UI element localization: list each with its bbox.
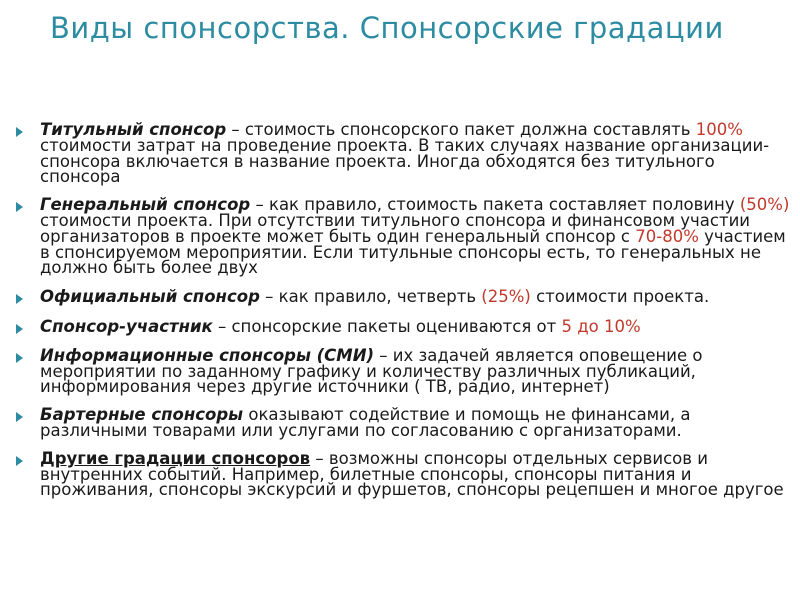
- item-desc: – возможны спонсоры отдельных сервисов и внутренних событий. Например, билетные спонсоры, спонсоры питания и проживания, спонсоры экскурсий и фуршетов, спонсоры рецепшен и многое другое: [40, 448, 784, 500]
- item-desc: стоимости проекта.: [530, 287, 710, 307]
- item-text: [40, 122, 796, 185]
- list-item-official-sponsor: [16, 289, 796, 305]
- list-item-barter-sponsors: [16, 407, 796, 439]
- bullet-arrow-icon: [16, 294, 23, 304]
- bullet-arrow-icon: [16, 456, 23, 466]
- item-term: Официальный спонсор: [40, 287, 260, 307]
- bullet-arrow-icon: [16, 353, 23, 363]
- item-term: Спонсор-участник: [40, 316, 213, 336]
- bullet-arrow-icon: [16, 127, 23, 137]
- list-item-media-sponsors: [16, 345, 796, 397]
- slide-title: Виды спонсорства. Спонсорские градации: [50, 11, 724, 45]
- list-item-general-sponsor: [16, 197, 796, 276]
- item-desc: – спонсорские пакеты оцениваются от: [212, 316, 562, 336]
- item-term: Информационные спонсоры (СМИ): [40, 345, 375, 365]
- item-term: Другие градации спонсоров: [40, 448, 311, 468]
- item-highlight: 5 до 10%: [561, 316, 641, 336]
- item-text: [40, 197, 796, 276]
- item-desc: оказывают содействие и помощь не финансами, а различными товарами или услугами по согласованию с организаторами.: [40, 405, 691, 440]
- item-text: [40, 448, 796, 500]
- item-desc: – стоимость спонсорского пакет должна составлять: [226, 120, 696, 139]
- item-highlight: (25%): [481, 287, 531, 307]
- item-term: Генеральный спонсор: [40, 195, 251, 215]
- bullet-arrow-icon: [16, 202, 23, 212]
- item-highlight: 100%: [695, 120, 743, 139]
- item-desc: участием в спонсируемом мероприятии. Если титульные спонсоры есть, то генеральных не должно быть более двух: [40, 226, 786, 278]
- item-text: [40, 345, 796, 397]
- item-desc: – их задачей является оповещение о мероприятии по заданному графику и количеству различных публикаций, информирования через другие источники ( ТВ, радио, интернет): [40, 345, 703, 397]
- item-desc: стоимости затрат на проведение проекта. В таких случаях название организации-спонсора включается в название проекта. Иногда обходятся без титульного спонсора: [40, 135, 770, 187]
- item-desc: стоимости проекта. При отсутствии титульного спонсора и финансовом участии организаторов в проекте может быть один генеральный спонсор с: [40, 210, 751, 246]
- item-desc: – как правило, четверть: [259, 287, 482, 307]
- list-item-participant-sponsor: [16, 316, 796, 336]
- item-highlight: 70-80%: [635, 226, 699, 246]
- item-highlight: (50%): [739, 195, 790, 215]
- item-text: [40, 407, 796, 439]
- item-text: [40, 316, 796, 336]
- bullet-arrow-icon: [16, 412, 23, 422]
- item-term: Титульный спонсор: [40, 120, 227, 139]
- list-item-other-sponsors: [16, 448, 796, 500]
- item-text: [40, 289, 796, 305]
- bullet-arrow-icon: [16, 324, 23, 334]
- item-desc: – как правило, стоимость пакета составляет половину: [250, 195, 740, 215]
- list-item-title-sponsor: [16, 122, 796, 185]
- item-term: Бартерные спонсоры: [40, 405, 244, 425]
- sponsorship-list: [16, 122, 796, 498]
